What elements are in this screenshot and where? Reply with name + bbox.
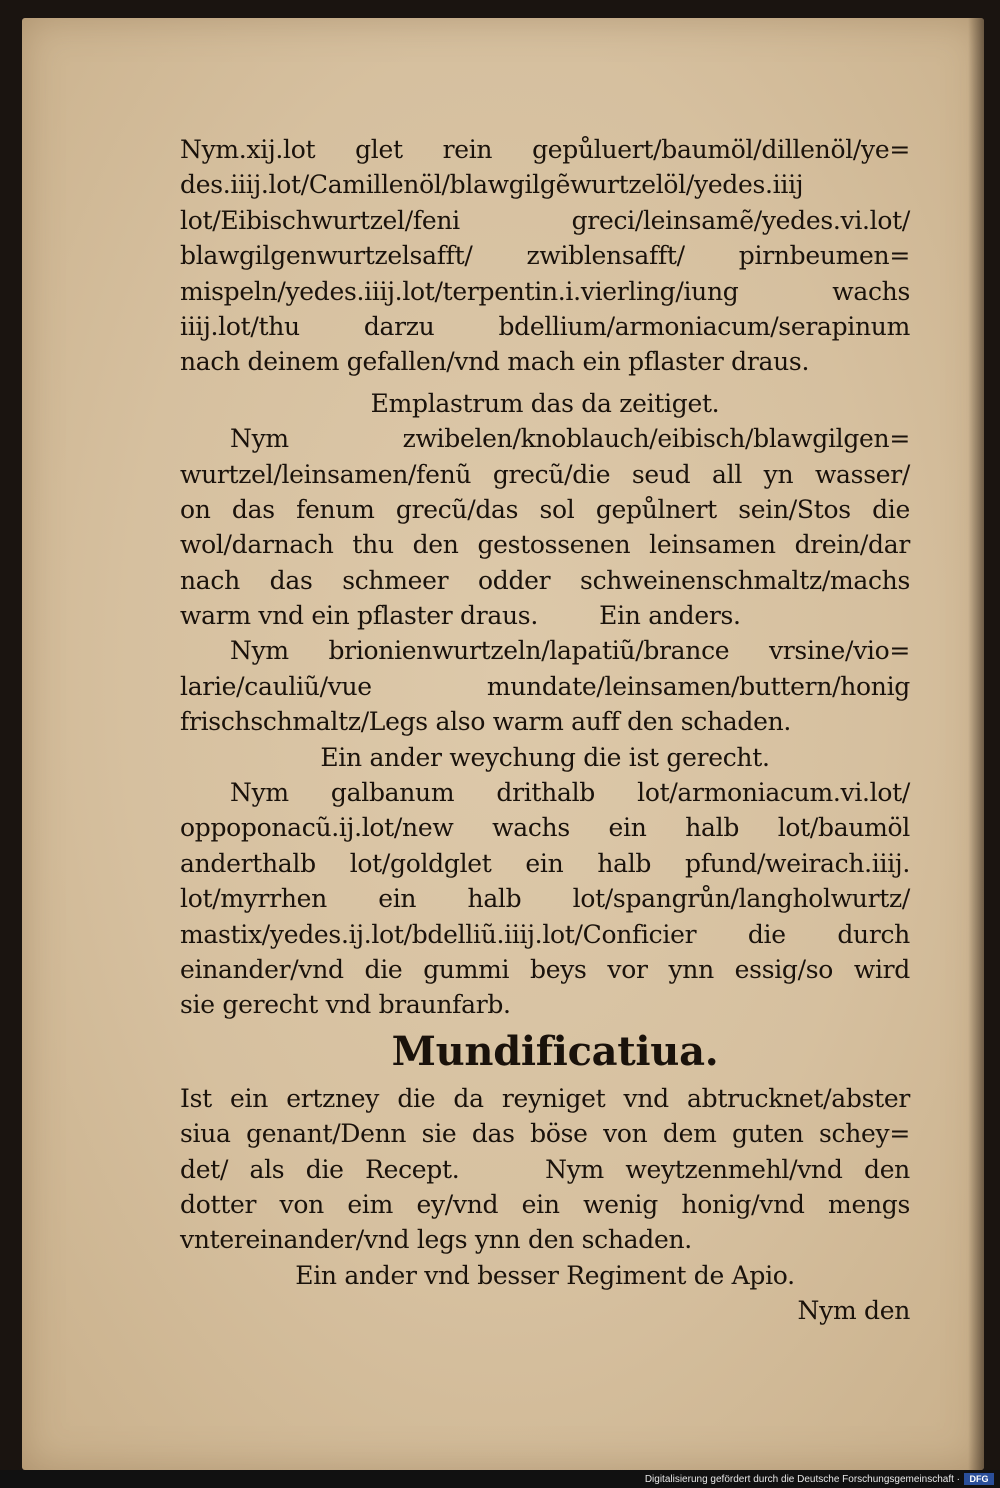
funding-notice: Digitalisierung gefördert durch die Deutsche Forschungsgemeinschaft ·	[644, 1474, 960, 1485]
text-line: wol/darnach thu den gestossenen leinsamen drein/dar	[180, 530, 910, 560]
catchword: Nym den	[797, 1296, 910, 1326]
dfg-logo: DFG	[964, 1473, 994, 1485]
section-heading: Emplastrum das da zeitiget.	[370, 388, 720, 418]
text-line: des.iiij.lot/Camillenöl/blawgilgẽwurtzelöl/yedes.iiij	[180, 170, 804, 200]
text-line: det/ als die Recept. Nym weytzenmehl/vnd den	[180, 1154, 910, 1184]
section-heading: Ein ander vnd besser Regiment de Apio.	[295, 1260, 795, 1290]
text-line: iiij.lot/thu darzu bdellium/armoniacum/serapinum	[180, 311, 910, 341]
text-line: wurtzel/leinsamen/fenũ grecũ/die seud all yn wasser/	[180, 459, 910, 489]
footer-bar	[0, 1470, 1000, 1488]
text-line: anderthalb lot/goldglet ein halb pfund/weirach.iiij.	[180, 848, 910, 878]
text-line: Ist ein ertzney die da reyniget vnd abtrucknet/abster	[180, 1083, 910, 1113]
text-line: Nym zwibelen/knoblauch/eibisch/blawgilgen=	[230, 424, 910, 454]
text-line: mispeln/yedes.iiij.lot/terpentin.i.vierling/iung wachs	[180, 276, 910, 306]
text-line: Nym.xij.lot glet rein gepůluert/baumöl/dillenöl/ye=	[180, 135, 910, 164]
text-line: oppoponacũ.ij.lot/new wachs ein halb lot/baumöl	[180, 813, 910, 843]
text-line: Nym galbanum drithalb lot/armoniacum.vi.lot/	[230, 778, 910, 808]
text-line: dotter von eim ey/vnd ein wenig honig/vnd mengs	[180, 1189, 910, 1219]
page-gutter-shadow	[968, 18, 984, 1470]
text-line: warm vnd ein pflaster draus. Ein anders.	[180, 601, 741, 631]
text-line: Nym brionienwurtzeln/lapatiũ/brance vrsine/vio=	[230, 636, 910, 666]
text-line: sie gerecht vnd braunfarb.	[180, 990, 511, 1020]
chapter-heading: Mundificatiua.	[391, 1027, 719, 1075]
text-line: lot/Eibischwurtzel/feni greci/leinsamẽ/yedes.vi.lot/	[180, 205, 910, 235]
text-line: nach das schmeer odder schweinenschmaltz/machs	[180, 565, 910, 595]
text-line: on das fenum grecũ/das sol gepůlnert sein/Stos die	[180, 494, 910, 524]
text-line: larie/cauliũ/vue mundate/leinsamen/buttern/honig	[180, 671, 910, 701]
text-line: vntereinander/vnd legs ynn den schaden.	[180, 1225, 692, 1255]
text-line: frischschmaltz/Legs also warm auff den schaden.	[180, 707, 792, 737]
page-text	[180, 132, 910, 1329]
text-line: lot/myrrhen ein halb lot/spangrůn/langholwurtz/	[180, 884, 910, 914]
text-line: mastix/yedes.ij.lot/bdelliũ.iiij.lot/Conficier die durch	[180, 919, 910, 949]
text-line: einander/vnd die gummi beys vor ynn essig/so wird	[180, 954, 910, 984]
text-line: siua genant/Denn sie das böse von dem guten schey=	[180, 1119, 910, 1149]
text-line: blawgilgenwurtzelsafft/ zwiblensafft/ pirnbeumen=	[180, 241, 910, 271]
text-line: nach deinem gefallen/vnd mach ein pflaster draus.	[180, 347, 810, 377]
section-heading: Ein ander weychung die ist gerecht.	[320, 742, 770, 772]
